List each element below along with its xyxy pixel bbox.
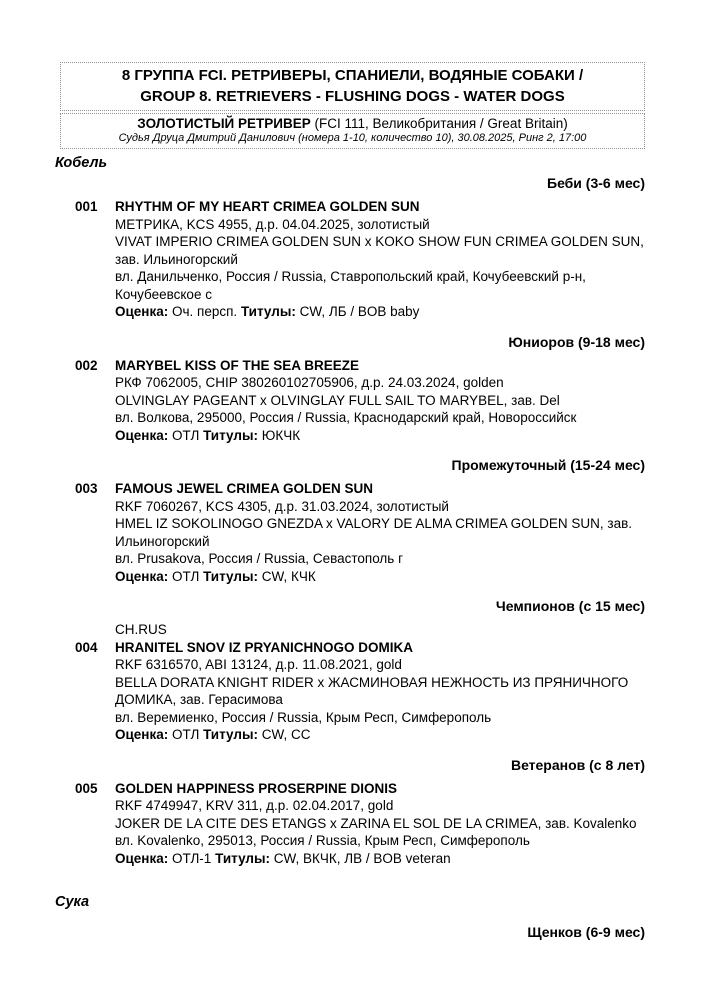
entry-parents-line: VIVAT IMPERIO CRIMEA GOLDEN SUN x KOKO SHOW FUN CRIMEA GOLDEN SUN, зав. Ильиногорский — [115, 234, 644, 267]
score-label: Оценка: — [115, 850, 169, 866]
sex-label-female: Сука — [55, 894, 90, 910]
score-label: Оценка: — [115, 427, 169, 443]
entry-name: FAMOUS JEWEL CRIMEA GOLDEN SUN — [115, 481, 374, 496]
titles-label: Титулы: — [240, 304, 296, 319]
score-value: Оч. персп. — [172, 304, 238, 319]
entry-number: 004 — [75, 639, 98, 655]
entry-eval-line — [115, 303, 645, 321]
entry-owner-line: вл. Волкова, 295000, Россия / Russia, Краснодарский край, Новороссийск — [115, 410, 577, 425]
entry-name: RHYTHM OF MY HEART CRIMEA GOLDEN SUN — [115, 199, 420, 214]
entry-pre-title: CH.RUS — [115, 622, 167, 637]
titles-label: Титулы: — [215, 850, 271, 866]
group-header-box — [60, 62, 645, 111]
score-label: Оценка: — [115, 727, 169, 742]
class-header-puppy-female: Щенков (6-9 мес) — [527, 924, 645, 940]
entry-parents-line: OLVINGLAY PAGEANT x OLVINGLAY FULL SAIL TO MARYBEL, зав. Del — [115, 392, 560, 408]
titles-value: CW, ВКЧК, ЛВ / BOB veteran — [273, 850, 451, 866]
titles-value: CW, КЧК — [261, 568, 316, 584]
class-header-champion: Чемпионов (с 15 мес) — [495, 598, 645, 614]
entry-reg-line: RKF 7060267, KCS 4305, д.р. 31.03.2024, золотистый — [115, 498, 449, 514]
titles-value: CW, ЛБ / BOB baby — [299, 304, 420, 319]
breed-details: (FCI 111, Великобритания / Great Britain) — [314, 116, 568, 131]
breed-line — [67, 115, 638, 132]
titles-label: Титулы: — [203, 568, 258, 584]
entry-number: 003 — [75, 481, 98, 496]
entry-body — [115, 198, 645, 321]
class-header-baby: Беби (3-6 мес) — [547, 175, 645, 191]
score-label: Оценка: — [115, 568, 169, 584]
entry — [75, 357, 645, 445]
class-header-veteran: Ветеранов (с 8 лет) — [510, 756, 645, 773]
score-value: ОТЛ — [172, 427, 200, 443]
class-header-junior: Юниоров (9-18 мес) — [508, 333, 645, 350]
entry-owner-line: вл. Kovalenko, 295013, Россия / Russia, Крым Респ, Симферополь — [115, 833, 530, 848]
entry — [75, 780, 645, 868]
titles-label: Титулы: — [203, 727, 258, 742]
entry-owner-line: вл. Веремиенко, Россия / Russia, Крым Респ, Симферополь — [115, 709, 492, 725]
entry — [75, 198, 645, 321]
breed-header-box — [60, 113, 645, 149]
titles-value: ЮКЧК — [261, 427, 301, 443]
titles-value: CW, CC — [261, 727, 311, 742]
entry-reg-line: РКФ 7062005, CHIP 380260102705906, д.р. 24.03.2024, golden — [115, 375, 504, 390]
entry-eval-line — [115, 568, 645, 586]
entry-parents-line: HMEL IZ SOKOLINOGO GNEZDA x VALORY DE ALMA CRIMEA GOLDEN SUN, зав. Ильиногорский — [115, 516, 632, 549]
entry-parents-line: BELLA DORATA KNIGHT RIDER x ЖАСМИНОВАЯ НЕЖНОСТЬ ИЗ ПРЯНИЧНОГО ДОМИКА, зав. Герасимова — [115, 674, 629, 707]
titles-label: Титулы: — [203, 427, 258, 443]
entry-body — [115, 639, 645, 744]
entry-owner-line: вл. Prusakova, Россия / Russia, Севастополь г — [115, 551, 403, 566]
entry-body — [115, 357, 645, 445]
entry-name: MARYBEL KISS OF THE SEA BREEZE — [115, 357, 360, 373]
entry-reg-line: RKF 4749947, KRV 311, д.р. 02.04.2017, gold — [115, 798, 394, 813]
entry-body — [115, 480, 645, 585]
entry-eval-line — [115, 427, 645, 445]
score-value: ОТЛ-1 — [172, 850, 212, 866]
group-title-en: GROUP 8. RETRIEVERS - FLUSHING DOGS - WATER DOGS — [140, 88, 565, 105]
entry-number: 005 — [75, 780, 98, 796]
entry-name: GOLDEN HAPPINESS PROSERPINE DIONIS — [115, 780, 398, 796]
entry-reg-line: RKF 6316570, ABI 13124, д.р. 11.08.2021, gold — [115, 657, 402, 672]
entry-number: 002 — [75, 357, 98, 373]
entry — [75, 639, 645, 744]
judge-line: Судья Друца Дмитрий Данилович (номера 1-10, количество 10), 30.08.2025, Ринг 2, 17:00 — [118, 132, 587, 144]
entry-eval-line — [115, 850, 645, 868]
sex-label-male: Кобель — [55, 155, 108, 171]
class-header-intermediate: Промежуточный (15-24 мес) — [451, 457, 645, 473]
entry — [75, 480, 645, 585]
entry-parents-line: JOKER DE LA CITE DES ETANGS x ZARINA EL SOL DE LA CRIMEA, зав. Kovalenko — [115, 815, 637, 831]
score-value: ОТЛ — [172, 568, 200, 584]
score-value: ОТЛ — [172, 727, 200, 742]
group-title-ru: 8 ГРУППА FCI. РЕТРИВЕРЫ, СПАНИЕЛИ, ВОДЯНЫЕ СОБАКИ / — [121, 67, 584, 84]
entry-owner-line: вл. Данильченко, Россия / Russia, Ставропольский край, Кочубеевский р-н, Кочубеевское с — [115, 269, 586, 302]
entry-body — [115, 780, 645, 868]
entry-number: 001 — [75, 199, 98, 214]
entry-eval-line — [115, 726, 645, 744]
entry-reg-line: МЕТРИКА, KCS 4955, д.р. 04.04.2025, золотистый — [115, 216, 430, 232]
score-label: Оценка: — [115, 304, 169, 319]
entry-name: HRANITEL SNOV IZ PRYANICHNOGO DOMIKA — [115, 639, 414, 655]
breed-name: ЗОЛОТИСТЫЙ РЕТРИВЕР — [137, 116, 311, 131]
